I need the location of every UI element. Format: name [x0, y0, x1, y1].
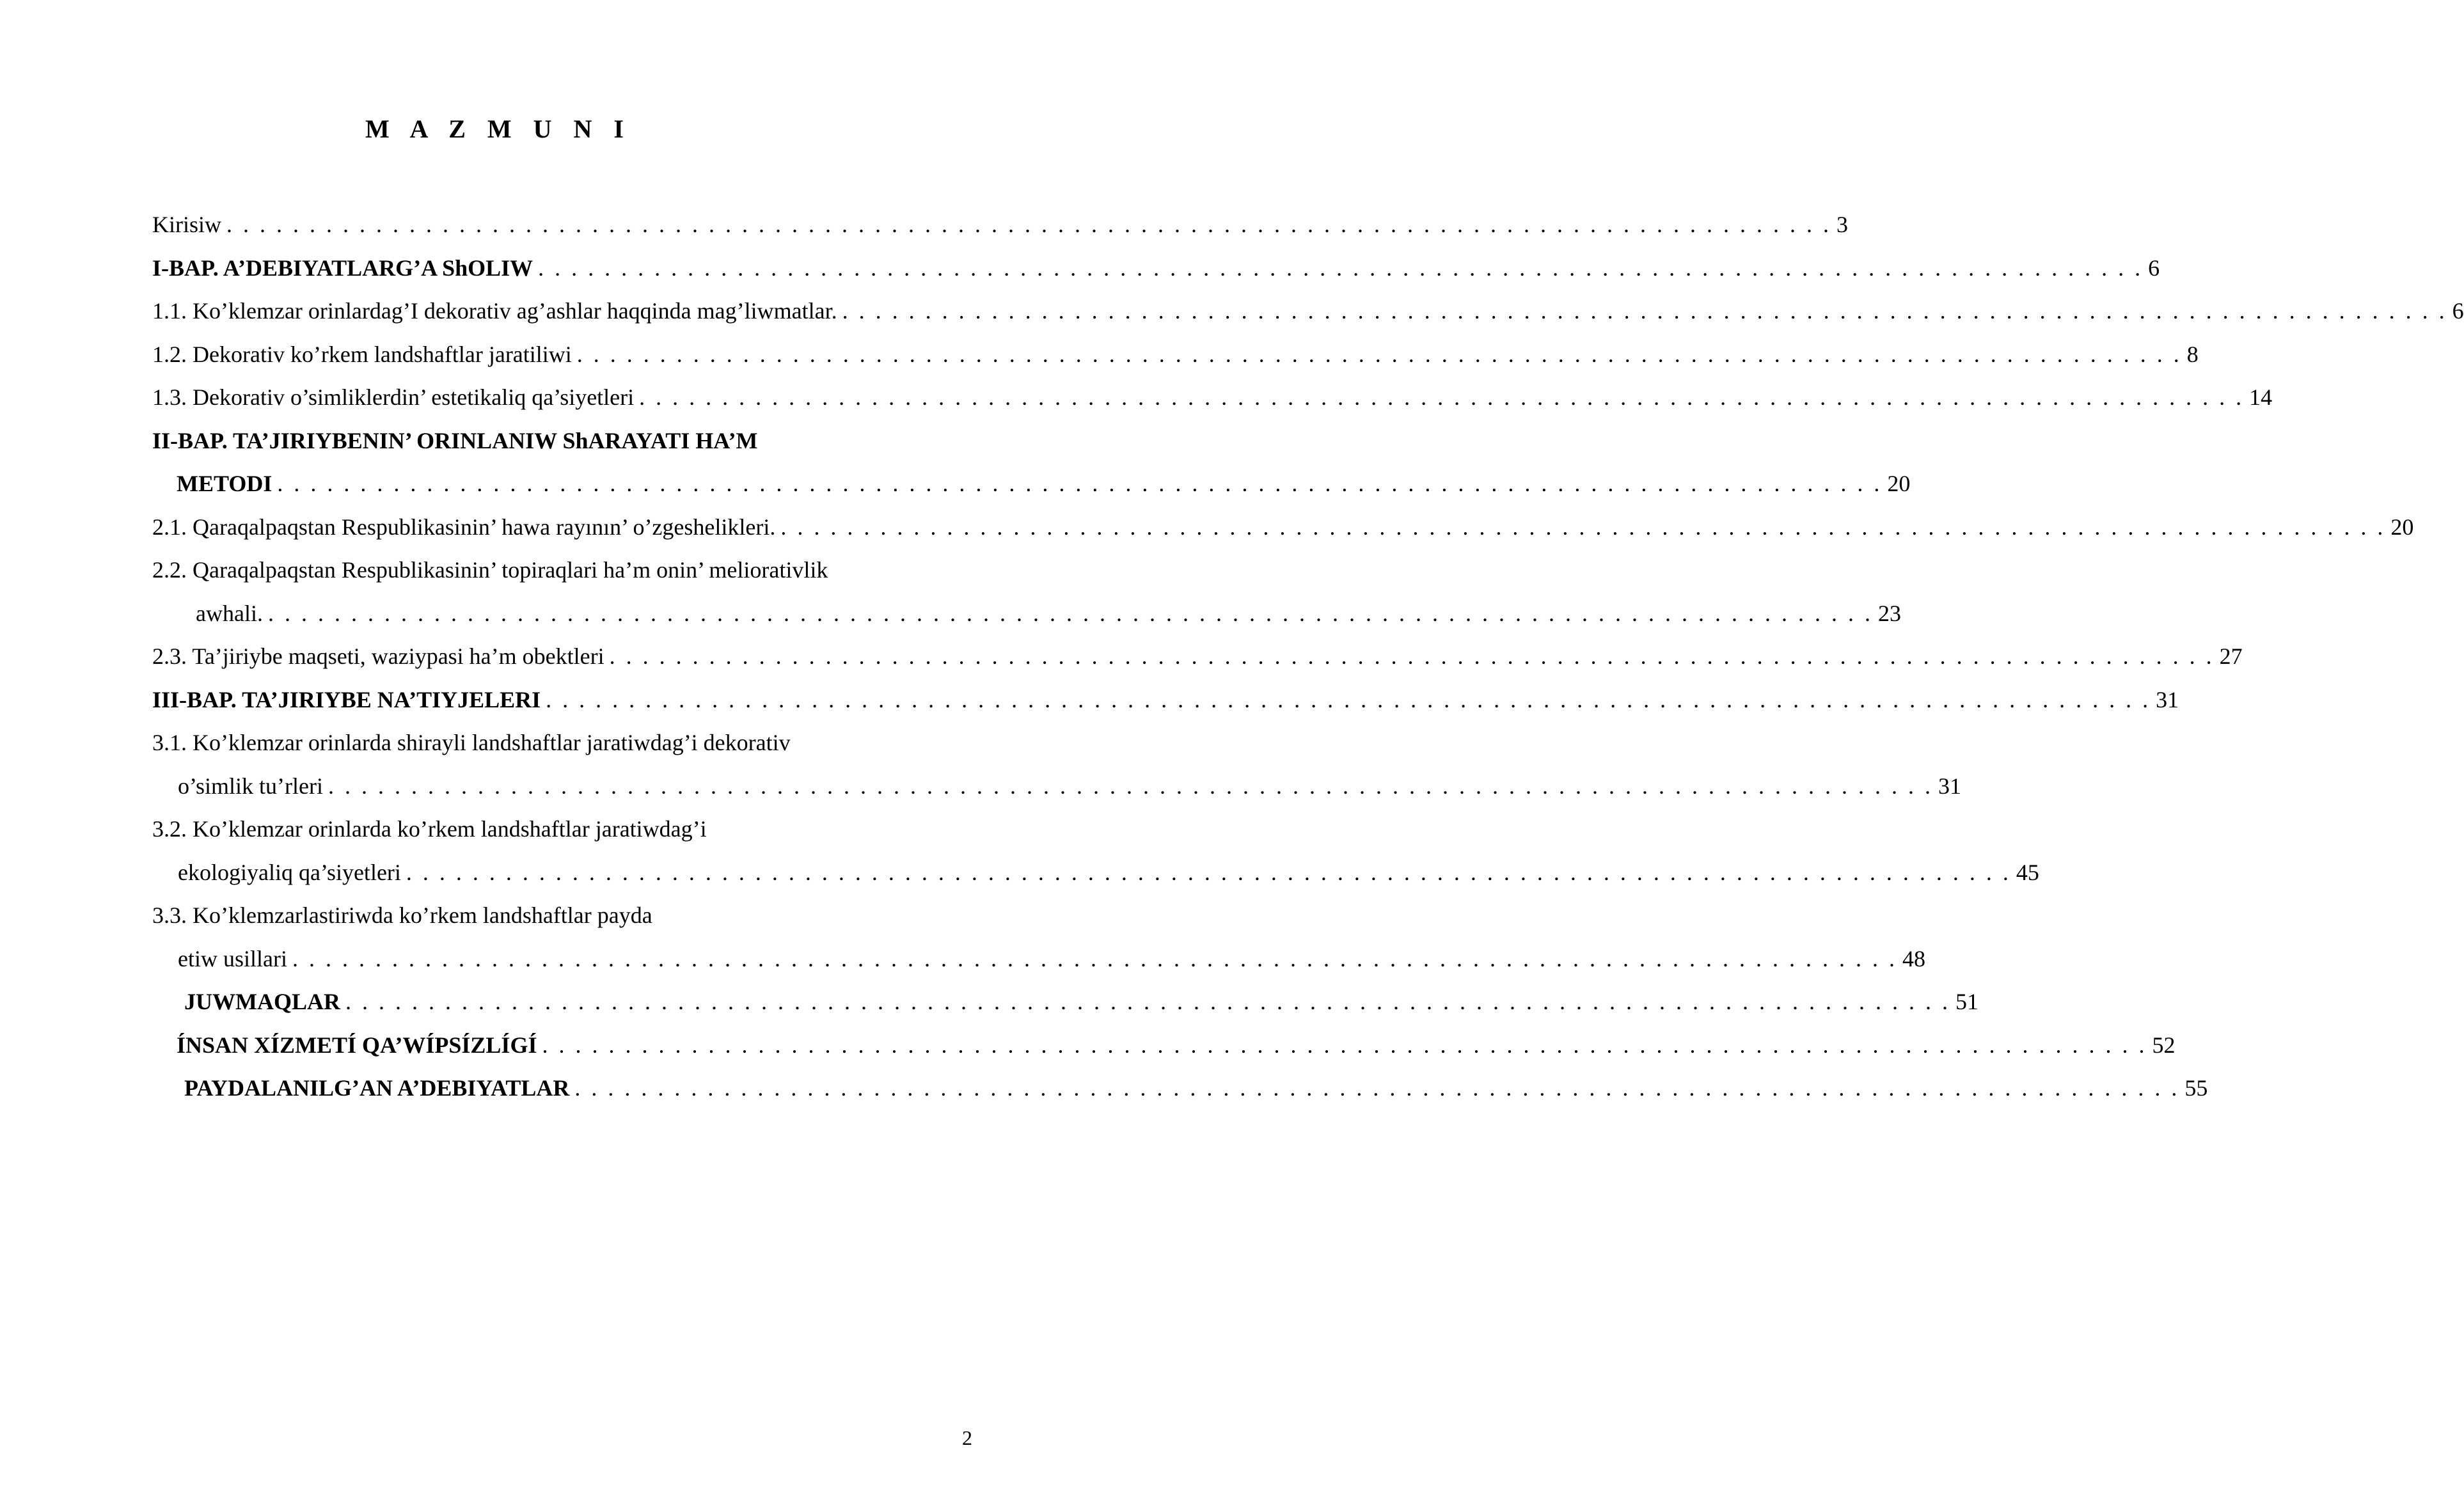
toc-entry-references: [152, 1067, 2208, 1110]
toc-entry-text: III-BAP. TA’JIRIYBE NA’TIYJELERI: [152, 686, 541, 713]
toc-entry-text: etiw usillari: [178, 945, 287, 972]
toc-entry-section-1-2: [152, 333, 2199, 377]
toc-entry-page: 20: [2390, 514, 2414, 540]
toc-entry-text: 3.3. Ko’klemzarlastiriwda ko’rkem landshaftlar payda: [152, 902, 652, 928]
toc-entry-text: JUWMAQLAR: [184, 989, 340, 1014]
toc-entry-conclusions: [152, 980, 1978, 1024]
toc-entry-section-2-3: [152, 635, 2243, 679]
toc-entry-section-3-2-line-2: [152, 851, 2039, 895]
toc-entry-safety: [152, 1024, 2176, 1067]
toc-entry-page: 6: [2452, 298, 2464, 324]
toc-entry-section-2-1: [152, 506, 2414, 549]
page-number: 2: [962, 1426, 972, 1449]
toc-dot-leader: [272, 462, 1887, 506]
toc-entry-page: 6: [2148, 255, 2160, 281]
toc-entry-text: 1.3. Dekorativ o’simliklerdin’ estetikaliq qa’siyetleri: [152, 384, 635, 410]
toc-entry-page: 23: [1877, 600, 1901, 626]
toc-entry-text: 1.2. Dekorativ ko’rkem landshaftlar jaratiliwi: [152, 341, 572, 367]
toc-dot-leader: [604, 635, 2220, 679]
toc-entry-text: METODI: [177, 471, 272, 496]
toc-entry-section-3-2-line-1: [152, 808, 965, 851]
toc-entry-page: 52: [2152, 1032, 2176, 1058]
toc-entry-text: II-BAP. TA’JIRIYBENIN’ ORINLANIW ShARAYATI HA’M: [152, 427, 758, 453]
toc-dot-leader: [340, 980, 1955, 1024]
toc-entry-text: o’simlik tu’rleri: [178, 773, 323, 799]
toc-entry-page: 55: [2184, 1075, 2208, 1101]
toc-entry-text: ÍNSAN XÍZMETÍ QA’WÍPSÍZLÍGÍ: [177, 1032, 537, 1058]
toc-entry-text: awhali.: [196, 600, 263, 626]
toc-dot-leader: [533, 247, 2148, 290]
toc-dot-leader: [634, 376, 2249, 420]
toc-entry-text: 2.1. Qaraqalpaqstan Respublikasinin’ hawa rayının’ o’zgeshelikleri.: [152, 514, 776, 540]
toc-dot-leader: [572, 333, 2187, 377]
toc-entry-chapter-3: [152, 679, 2179, 722]
toc-entry-text: ekologiyaliq qa’siyetleri: [178, 859, 401, 885]
toc-dot-leader: [569, 1067, 2184, 1110]
toc-dot-leader: [837, 290, 2452, 333]
toc-dot-leader: [541, 679, 2156, 722]
toc-entry-section-2-2-line-1: [152, 549, 965, 592]
toc-entry-section-2-2-line-2: [152, 592, 1901, 636]
toc-entry-text: PAYDALANILG’AN A’DEBIYATLAR: [184, 1075, 570, 1101]
toc-entry-section-1-3: [152, 376, 2273, 420]
toc-entry-chapter-2-line-1: [152, 420, 965, 463]
toc-dot-leader: [221, 203, 1836, 247]
toc-entry-page: 20: [1887, 471, 1911, 496]
toc-entry-text: Kirisiw: [152, 212, 221, 237]
toc-dot-leader: [323, 765, 1938, 808]
toc-entry-page: 31: [1938, 773, 1961, 799]
toc-entry-introduction: [152, 203, 1848, 247]
toc-dot-leader: [263, 592, 1878, 636]
toc-entry-page: 3: [1836, 212, 1848, 237]
toc-dot-leader: [287, 938, 1902, 981]
toc-entry-text: 1.1. Ko’klemzar orinlardag’I dekorativ ag’ashlar haqqinda mag’liwmatlar.: [152, 298, 837, 324]
toc-entry-section-3-3-line-1: [152, 894, 965, 938]
toc-entry-section-3-1-line-1: [152, 721, 965, 765]
toc-entry-page: 45: [2016, 859, 2039, 885]
toc-dot-leader: [537, 1024, 2152, 1067]
toc-entry-section-1-1: [152, 290, 2464, 333]
toc-entry-chapter-1: [152, 247, 2160, 290]
toc-entry-section-3-1-line-2: [152, 765, 1961, 808]
toc-entry-chapter-2-line-2: [152, 462, 1911, 506]
toc-entry-text: 3.2. Ko’klemzar orinlarda ko’rkem landshaftlar jaratiwdag’i: [152, 816, 707, 842]
toc-entry-page: 14: [2249, 384, 2273, 410]
toc-entry-page: 31: [2156, 686, 2179, 713]
toc-entry-page: 51: [1955, 989, 1978, 1014]
toc-entry-page: 8: [2186, 341, 2199, 367]
table-of-contents: [152, 203, 2464, 1110]
toc-dot-leader: [775, 506, 2390, 549]
toc-entry-text: 2.3. Ta’jiriybe maqseti, waziypasi ha’m obektleri: [152, 643, 604, 669]
toc-entry-page: 27: [2219, 643, 2243, 669]
page-title: M A Z M U N I: [365, 114, 631, 143]
toc-entry-text: I-BAP. A’DEBIYATLARG’A ShOLIW: [152, 255, 533, 281]
toc-entry-section-3-3-line-2: [152, 938, 1925, 981]
toc-dot-leader: [401, 851, 2016, 895]
toc-entry-text: 2.2. Qaraqalpaqstan Respublikasinin’ topiraqlari ha’m onin’ meliorativlik: [152, 557, 828, 583]
toc-entry-text: 3.1. Ko’klemzar orinlarda shirayli landshaftlar jaratiwdag’i dekorativ: [152, 730, 791, 755]
toc-entry-page: 48: [1902, 945, 1925, 972]
